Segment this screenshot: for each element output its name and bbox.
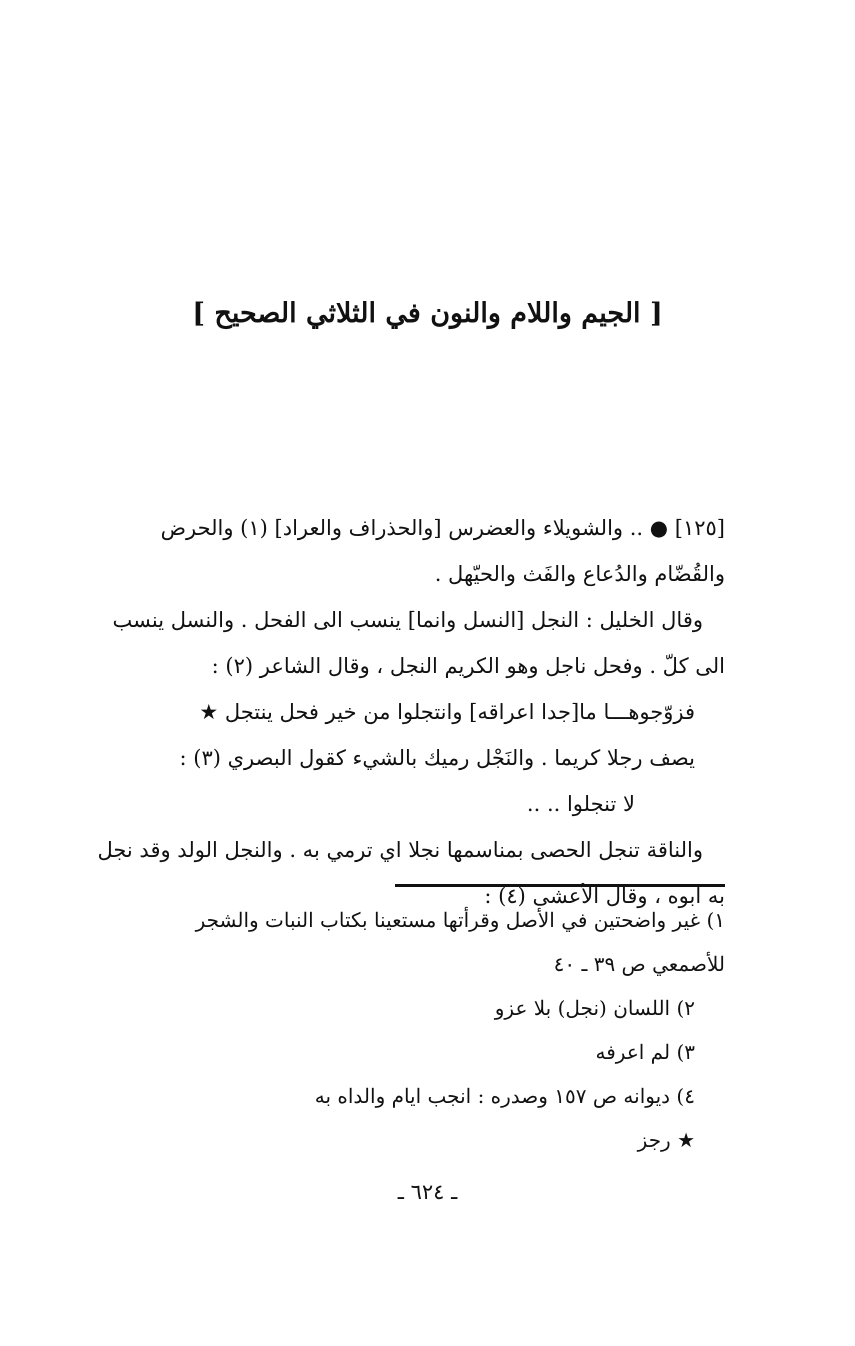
body-line: والقُضّام والدُعاع والفَث‌ والحيّهل . (434, 562, 725, 586)
body-line: الى كلّ . وفحل ناجل وهو الكريم النجل ، وقال الشاعر (٢) : (211, 654, 725, 678)
body-line: يصف رجلا كريما . والنَجْل رميك بالشيء كقول البصري (٣) : (179, 746, 695, 770)
footnote: ★ رجز (637, 1128, 695, 1152)
verse-line: فزوّجوهـــا ما[جدا اعراقه] وانتجلوا من خير فحل ينتجل ★ (199, 700, 695, 724)
verse-line: لا تنجلوا .. .. (526, 792, 635, 816)
footnotes (60, 898, 725, 1162)
body-line: وقال الخليل : النجل [النسل وانما] ينسب الى الفحل . والنسل ينسب (112, 608, 703, 632)
page-number: ـ ٦٢٤ ـ (397, 1180, 458, 1204)
footnote: ٤) ديوانه ص ١٥٧ وصدره : انجب ايام والداه به (314, 1084, 695, 1108)
body-line: [١٢٥] ● .. والشويلاء والعضرس [والحذراف والعراد] (١) والحرض (160, 516, 725, 540)
body-text (60, 505, 725, 919)
footnote-divider (395, 884, 725, 887)
footnote: ١) غير واضحتين في الأصل وقرأتها مستعينا بكتاب النبات والشجر (195, 908, 725, 932)
footnote-continuation: للأصمعي ص ٣٩ ـ ٤٠ (553, 952, 725, 976)
body-line: به ابوه ، وقال الأعشى (٤) : (484, 884, 725, 908)
section-heading: [ الجيم واللام والنون في الثلاثي الصحيح ] (192, 298, 663, 329)
footnote: ٣) لم اعرفه (595, 1040, 695, 1064)
body-line: والناقة تنجل الحصى بمناسمها نجلا اي ترمي به . والنجل الولد وقد نجل (97, 838, 703, 862)
footnote: ٢) اللسان (نجل) بلا عزو (494, 996, 695, 1020)
